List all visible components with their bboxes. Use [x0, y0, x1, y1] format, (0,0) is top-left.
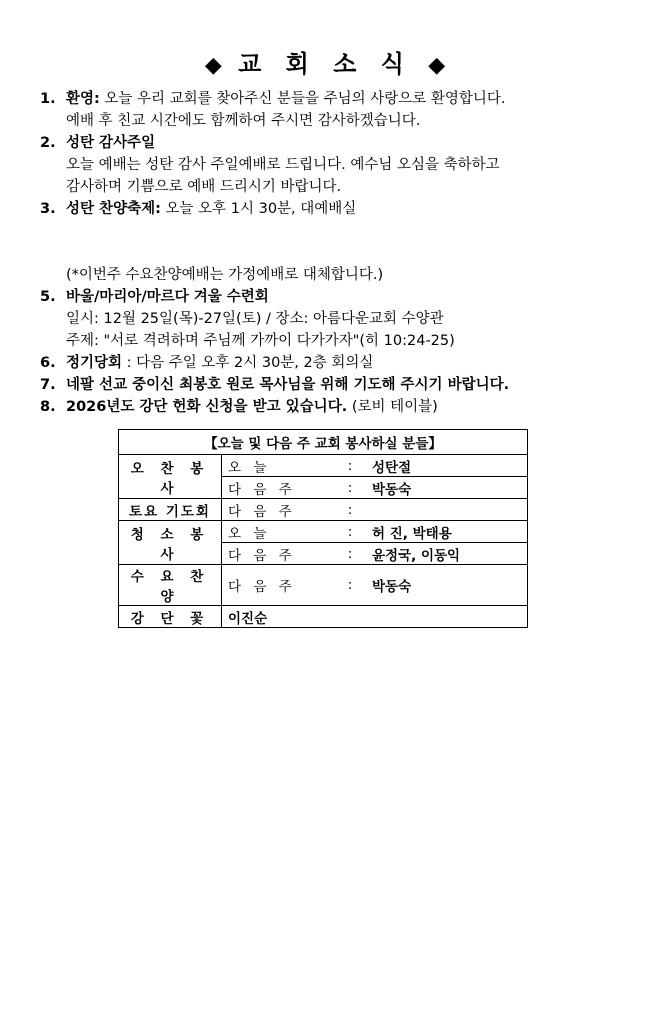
announcement-item	[40, 198, 630, 220]
category-cell: 강 단 꽃	[119, 606, 222, 628]
announcement-note	[40, 264, 630, 286]
item-text: 감사하며 기쁨으로 예배 드리시기 바랍니다.	[66, 179, 342, 195]
table-header: 【오늘 및 다음 주 교회 봉사하실 분들】	[119, 430, 528, 455]
names-cell: 박동숙	[366, 565, 528, 606]
item-number: 5.	[40, 289, 56, 305]
item-number: 6.	[40, 355, 56, 371]
announcement-item	[40, 374, 630, 396]
when-cell: 오 늘	[222, 455, 335, 477]
item-number: 1.	[40, 91, 56, 107]
announcement-item	[40, 396, 630, 418]
colon-cell: :	[334, 455, 366, 477]
colon-cell: :	[334, 565, 366, 606]
category-cell: 오 찬 봉 사	[119, 455, 222, 499]
announcement-list	[40, 88, 630, 418]
names-cell: 이진순	[222, 606, 528, 628]
colon-cell: :	[334, 477, 366, 499]
when-cell: 오 늘	[222, 521, 335, 543]
item-text: 오늘 우리 교회를 찾아주신 분들을 주님의 사랑으로 환영합니다.	[104, 91, 506, 107]
item-number: 7.	[40, 377, 56, 393]
item-heading: 성탄 찬양축제:	[66, 201, 161, 217]
item-text: (*이번주 수요찬양예배는 가정예배로 대체합니다.)	[66, 267, 384, 283]
names-cell: 성탄절	[366, 455, 528, 477]
announcement-item	[40, 286, 630, 352]
announcement-item	[40, 352, 630, 374]
names-cell: 박동숙	[366, 477, 528, 499]
category-cell: 수 요 찬 양	[119, 565, 222, 606]
item-number: 2.	[40, 135, 56, 151]
item-text: : 다음 주일 오후 2시 30분, 2층 회의실	[122, 355, 374, 371]
colon-cell: :	[334, 543, 366, 565]
names-cell: 윤정국, 이동익	[366, 543, 528, 565]
item-heading: 성탄 감사주일	[66, 135, 156, 151]
blank-space	[40, 220, 630, 264]
table-row	[119, 455, 528, 477]
names-cell	[366, 499, 528, 521]
when-cell: 다 음 주	[222, 477, 335, 499]
item-text: 예배 후 친교 시간에도 함께하여 주시면 감사하겠습니다.	[66, 113, 421, 129]
item-text: 일시: 12월 25일(목)-27일(토) / 장소: 아름다운교회 수양관	[66, 311, 444, 327]
announcement-item	[40, 132, 630, 198]
page-title	[0, 44, 650, 79]
item-text: 오늘 예배는 성탄 감사 주일예배로 드립니다. 예수님 오심을 축하하고	[66, 157, 500, 173]
colon-cell: :	[334, 499, 366, 521]
item-heading: 환영:	[66, 91, 100, 107]
title-text: 교 회 소 식	[238, 50, 412, 78]
table-row	[119, 606, 528, 628]
when-cell: 다 음 주	[222, 543, 335, 565]
item-text: (로비 테이블)	[347, 399, 438, 415]
when-cell: 다 음 주	[222, 499, 335, 521]
table-row	[119, 499, 528, 521]
names-cell: 허 진, 박태용	[366, 521, 528, 543]
item-heading: 2026년도 강단 헌화 신청을 받고 있습니다.	[66, 399, 348, 415]
colon-cell: :	[334, 521, 366, 543]
diamond-icon: ◆	[204, 53, 222, 78]
item-heading: 정기당회	[66, 355, 123, 371]
announcement-item	[40, 88, 630, 132]
category-cell: 청 소 봉 사	[119, 521, 222, 565]
item-number: 3.	[40, 201, 56, 217]
service-volunteers-table	[118, 429, 528, 628]
diamond-icon: ◆	[428, 53, 446, 78]
item-heading: 네팔 선교 중이신 최봉호 원로 목사님을 위해 기도해 주시기 바랍니다.	[66, 377, 510, 393]
item-heading: 바울/마리아/마르다 겨울 수련회	[66, 289, 269, 305]
category-cell: 토요 기도회	[119, 499, 222, 521]
item-number: 8.	[40, 399, 56, 415]
table-row	[119, 521, 528, 543]
item-text: 오늘 오후 1시 30분, 대예배실	[165, 201, 357, 217]
item-text: 주제: "서로 격려하며 주님께 가까이 다가가자"(히 10:24-25)	[66, 333, 455, 349]
when-cell: 다 음 주	[222, 565, 335, 606]
table-row	[119, 565, 528, 606]
